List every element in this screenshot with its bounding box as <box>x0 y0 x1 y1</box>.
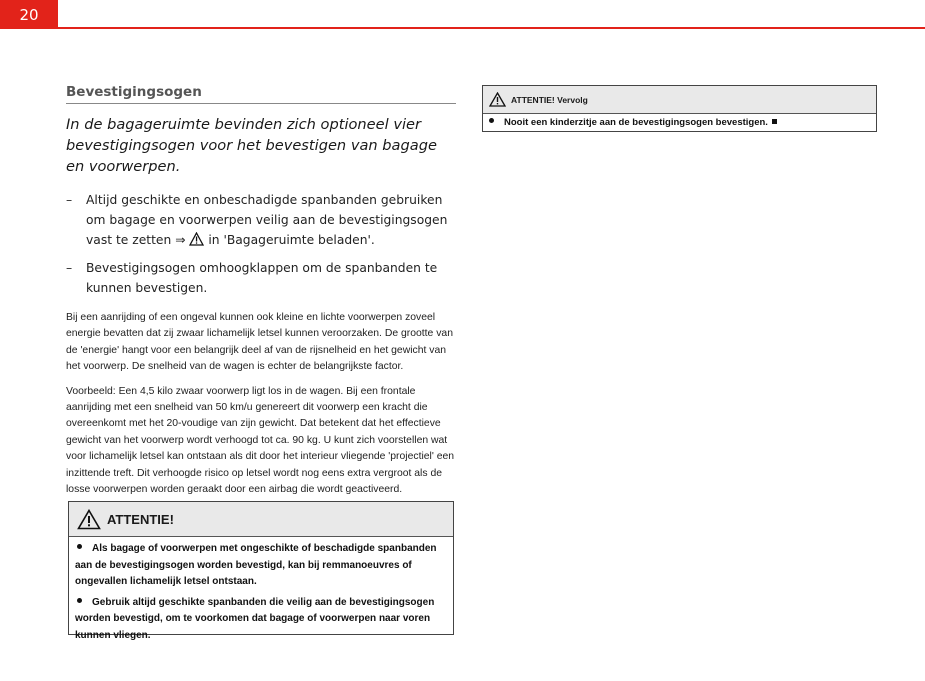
warning-title: ATTENTIE! <box>107 511 174 527</box>
list-dash: – <box>66 193 73 207</box>
list-item <box>66 258 456 298</box>
warning-body <box>69 537 453 644</box>
warning-title-continued: ATTENTIE! Vervolg <box>511 94 588 105</box>
warning-header <box>69 502 453 537</box>
bullet-icon <box>489 118 494 123</box>
step-text: Bevestigingsogen omhoogklappen om de spanbanden te kunnen bevestigen. <box>86 261 438 295</box>
paragraph-energy: Bij een aanrijding of een ongeval kunnen ook kleine en lichte voorwerpen zoveel energie bevatten dat zij zwaar lichamelijk letsel kunnen veroorzaken. De grootte van de 'energie' hangt voor een belangrijk deel af van de rijsnelheid en het gewicht van het voorwerp. De snelheid van de wagen is echter de belangrijkste factor. <box>66 312 453 373</box>
warning-triangle-icon <box>189 232 204 246</box>
warning-triangle-icon <box>489 92 506 107</box>
warning-header-continued <box>483 86 876 114</box>
left-column <box>66 84 456 498</box>
end-of-section-icon <box>772 119 777 124</box>
bullet-icon <box>77 598 82 603</box>
list-item <box>483 114 876 132</box>
header-rule <box>58 27 925 29</box>
warning-text: Als bagage of voorwerpen met ongeschikte of beschadigde spanbanden aan de bevestigingsogen worden bevestigd, kan bij remmanoeuvres of ongevallen lichamelijk letsel ontstaan. <box>75 543 437 587</box>
list-dash: – <box>66 261 73 275</box>
bullet-icon <box>77 544 82 549</box>
list-item <box>66 190 456 250</box>
step-text: Altijd geschikte en onbeschadigde spanbanden gebruiken om bagage en voorwerpen veilig aan de bevestigingsogen vast te zetten <box>86 193 448 247</box>
list-item <box>75 541 447 591</box>
warning-box-continued <box>482 85 877 132</box>
warning-triangle-icon <box>77 509 101 530</box>
step-list <box>66 190 456 298</box>
step-text-ref: in 'Bagageruimte beladen'. <box>204 233 375 247</box>
paragraph-example: Voorbeeld: Een 4,5 kilo zwaar voorwerp ligt los in de wagen. Bij een frontale aanrijding met een snelheid van 50 km/u genereert dit voorwerp een kracht die overeenkomt met het 20-voudige van zijn gewicht. Dat betekent dat het effectieve gewicht van het voorwerp wordt verhoogd tot ca. 90 kg. U kunt zich voorstellen wat voor lichamelijk letsel kan ontstaan als dit door het interieur vliegende 'projectiel' een inzittende treft. Dit verhoogde risico op letsel wordt nog eens extra vergroot als de losse voorwerpen worden geraakt door een airbag die wordt geactiveerd. <box>66 385 455 496</box>
warning-box <box>68 501 454 641</box>
list-item <box>75 595 447 645</box>
warning-text: Nooit een kinderzitje aan de bevestigingsogen bevestigen. <box>504 117 768 128</box>
warning-text: Gebruik altijd geschikte spanbanden die veilig aan de bevestigingsogen worden bevestigd, om te voorkomen dat bagage of voorwerpen naar voren kunnen vliegen. <box>75 596 435 641</box>
cross-ref-arrow-icon: ⇒ <box>175 233 186 247</box>
page-number: 20 <box>0 0 58 29</box>
intro-text: In de bagageruimte bevinden zich optioneel vier bevestigingsogen voor het bevestigen van bagage en voorwerpen. <box>66 116 437 175</box>
section-title: Bevestigingsogen <box>66 84 456 104</box>
